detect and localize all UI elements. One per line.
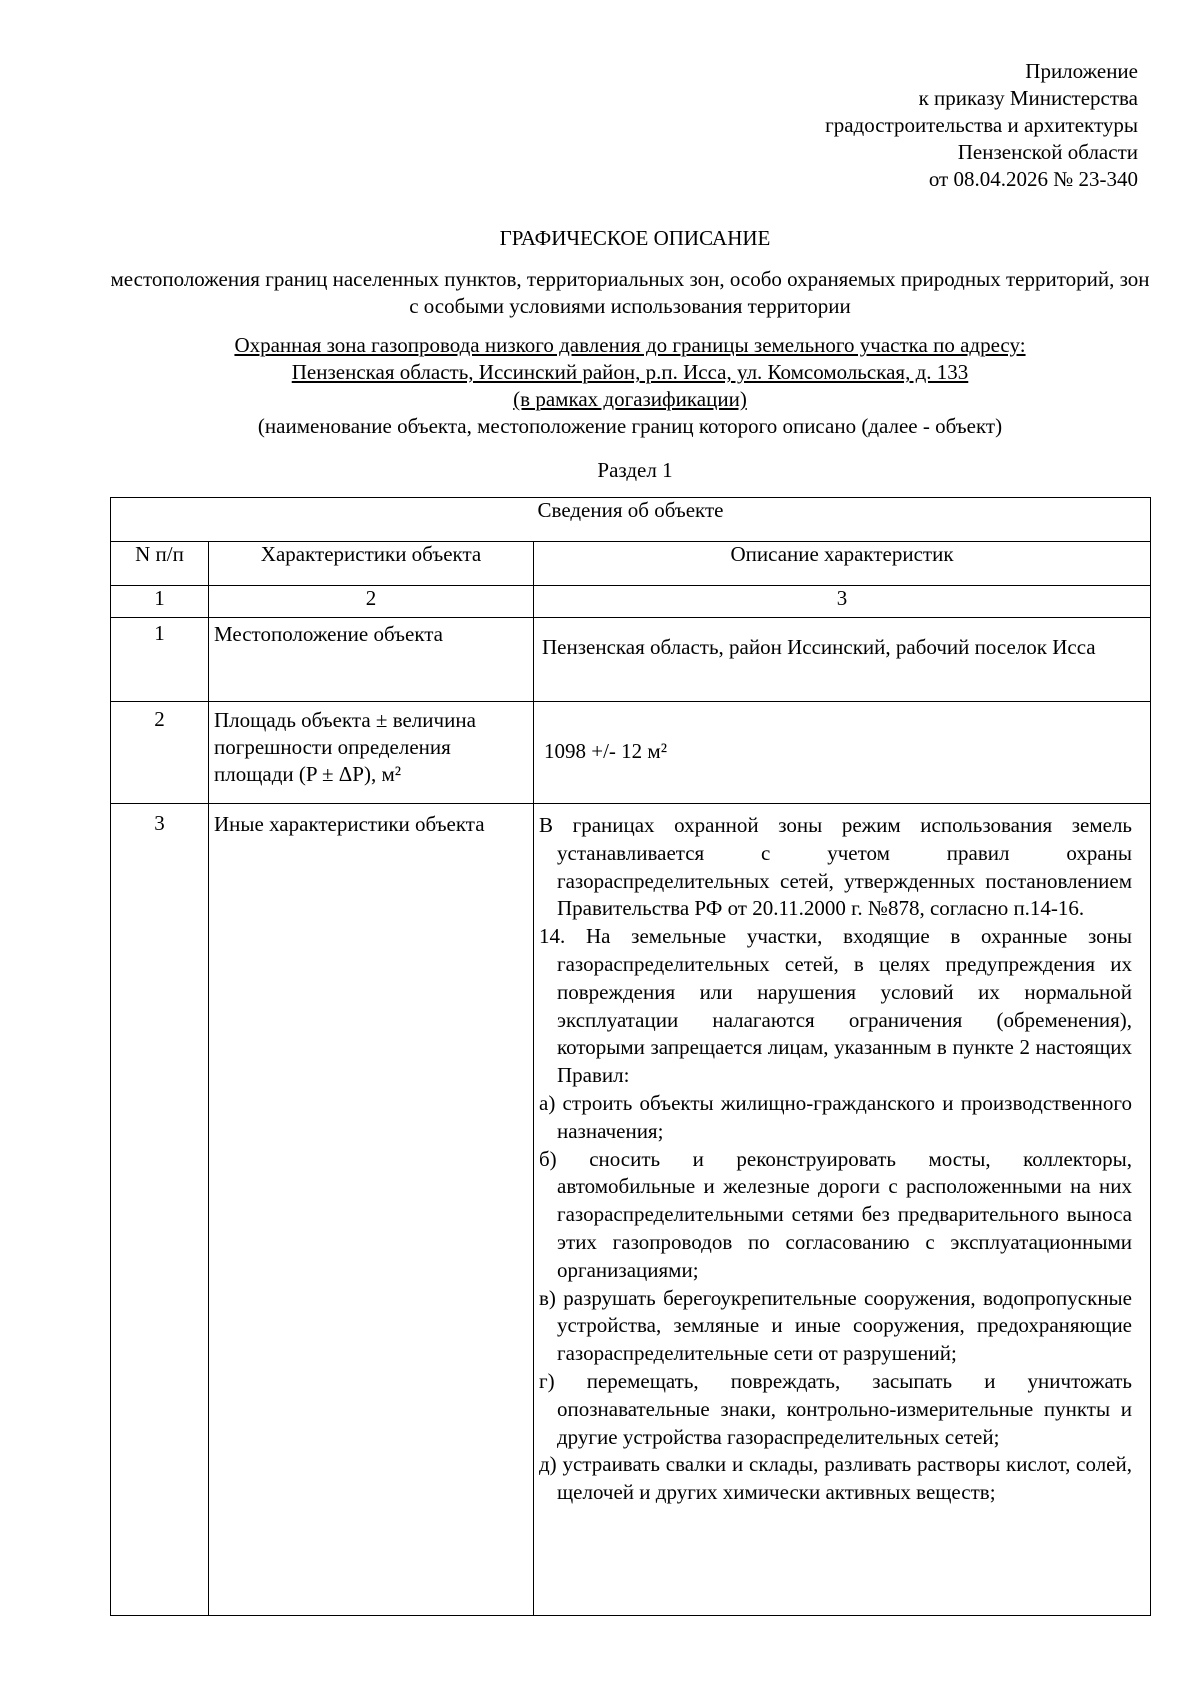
header-line: Пензенской области <box>957 140 1138 164</box>
object-note: (наименование объекта, местоположение границ которого описано (далее - объект) <box>257 414 1003 438</box>
object-remark-line: (в рамках догазификации) <box>513 387 747 411</box>
column-number: 1 <box>111 586 209 618</box>
object-address-line: Пензенская область, Иссинский район, р.п. Исса, ул. Комсомольская, д. 133 <box>291 360 969 384</box>
table-row <box>111 702 1151 804</box>
header-line: к приказу Министерства <box>918 86 1138 110</box>
column-header: Характеристики объекта <box>209 542 534 586</box>
description-paragraph: 14. На земельные участки, входящие в охранные зоны газораспределительных сетей, в целях предупреждения их повреждения или нарушения условий их нормальной эксплуатации налагаются ограничения (обременения), которыми запрещается лицам, указанным в пункте 2 настоящих Правил: <box>539 924 1132 1088</box>
column-number: 3 <box>534 586 1151 618</box>
row-number: 3 <box>111 804 209 1616</box>
description-paragraph: д) устраивать свалки и склады, разливать растворы кислот, солей, щелочей и других химически активных веществ; <box>539 1452 1132 1505</box>
row-description <box>534 804 1151 1616</box>
document-subtitle: местоположения границ населенных пунктов, территориальных зон, особо охраняемых природных территорий, зон с особыми условиями использования территории <box>110 267 1150 318</box>
column-number: 2 <box>209 586 534 618</box>
row-characteristic: Площадь объекта ± величина погрешности определения площади (P ± ΔP), м² <box>209 702 534 804</box>
description-paragraph: а) строить объекты жилищно-гражданского и производственного назначения; <box>539 1090 1132 1143</box>
description-paragraph: в) разрушать берегоукрепительные сооружения, водопропускные устройства, земляные и иные сооружения, предохраняющие газораспределительные сети от разрушений; <box>539 1285 1132 1366</box>
object-name-block <box>110 332 1150 440</box>
row-description: 1098 +/- 12 м² <box>534 702 1151 804</box>
object-name-line: Охранная зона газопровода низкого давления до границы земельного участка по адресу: <box>234 333 1026 357</box>
object-info-table <box>110 497 1151 1616</box>
description-paragraph: б) сносить и реконструировать мосты, коллекторы, автомобильные и железные дороги с расположенными на них газораспределительными сетями без предварительного выноса этих газопроводов по согласованию с эксплуатационными организациями; <box>539 1146 1132 1282</box>
order-reference <box>825 58 1138 193</box>
table-caption: Сведения об объекте <box>111 498 1151 542</box>
row-number: 2 <box>111 702 209 804</box>
row-description: Пензенская область, район Иссинский, рабочий поселок Исса <box>534 618 1151 702</box>
row-characteristic: Иные характеристики объекта <box>209 804 534 1616</box>
row-characteristic: Местоположение объекта <box>209 618 534 702</box>
table-row <box>111 804 1151 1616</box>
section-title: Раздел 1 <box>597 458 673 482</box>
header-line: Приложение <box>1025 59 1138 83</box>
column-header: Описание характеристик <box>534 542 1151 586</box>
description-paragraph: В границах охранной зоны режим использования земель устанавливается с учетом правил охраны газораспределительных сетей, утвержденных постановлением Правительства РФ от 20.11.2000 г. №878, согласно п.14-16. <box>539 813 1132 921</box>
document-title: ГРАФИЧЕСКОЕ ОПИСАНИЕ <box>499 226 771 250</box>
table-row <box>111 618 1151 702</box>
row-number: 1 <box>111 618 209 702</box>
description-paragraph: г) перемещать, повреждать, засыпать и уничтожать опознавательные знаки, контрольно-измерительные пункты и другие устройства газораспределительных сетей; <box>539 1368 1132 1449</box>
header-date: от 08.04.2026 № 23-340 <box>928 167 1138 191</box>
header-line: градостроительства и архитектуры <box>825 113 1138 137</box>
column-header: N п/п <box>111 542 209 586</box>
